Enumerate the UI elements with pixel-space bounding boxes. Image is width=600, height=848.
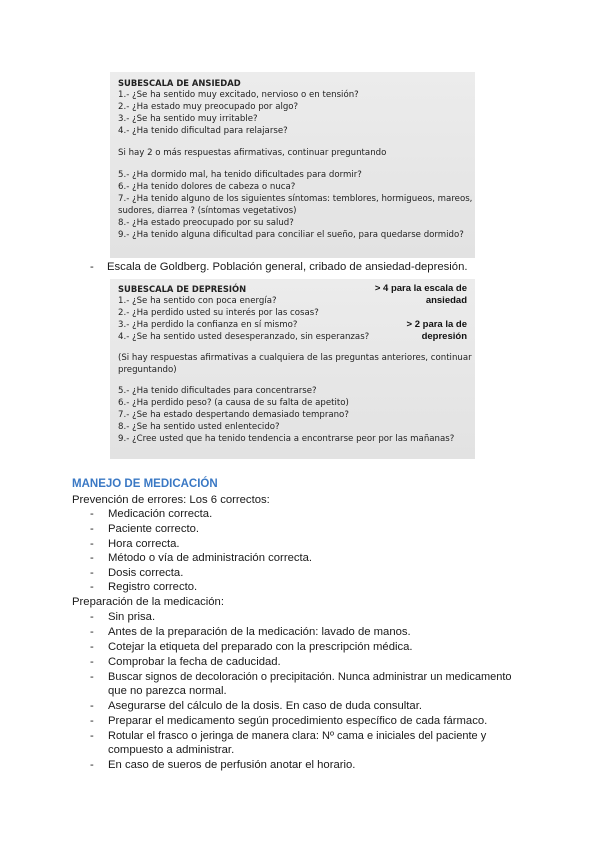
depression-subscale-box [110, 279, 475, 459]
anxiety-question-5: 5.- ¿Ha dormido mal, ha tenido dificultades para dormir? [118, 170, 362, 180]
bullet-dash: - [90, 261, 94, 273]
anxiety-subscale-box [110, 72, 475, 258]
depression-note-cont: preguntando) [118, 365, 177, 375]
depression-question-2: 2.- ¿Ha perdido usted su interés por las cosas? [118, 308, 319, 318]
prep-item: Comprobar la fecha de caducidad. [108, 656, 281, 668]
goldberg-scale-text: Escala de Goldberg. Población general, cribado de ansiedad-depresión. [107, 261, 468, 273]
section-title: MANEJO DE MEDICACIÓN [72, 478, 218, 490]
anxiety-threshold-label-cont: ansiedad [425, 295, 467, 306]
bullet-dash: - [90, 581, 94, 593]
depression-question-8: 8.- ¿Se ha sentido usted enlentecido? [118, 422, 280, 432]
bullet-dash: - [90, 538, 94, 550]
prep-item: Buscar signos de decoloración o precipitación. Nunca administrar un medicamento [108, 671, 512, 683]
prep-item: Cotejar la etiqueta del preparado con la prescripción médica. [108, 641, 413, 653]
depression-question-5: 5.- ¿Ha tenido dificultades para concentrarse? [118, 386, 317, 396]
prep-item: Rotular el frasco o jeringa de manera clara: Nº cama e iniciales del paciente y [108, 730, 487, 742]
anxiety-question-8: 8.- ¿Ha estado preocupado por su salud? [118, 218, 294, 228]
errors-item: Medicación correcta. [108, 508, 213, 520]
depression-question-9: 9.- ¿Cree usted que ha tenido tendencia a encontrarse peor por las mañanas? [118, 434, 455, 444]
anxiety-question-2: 2.- ¿Ha estado muy preocupado por algo? [118, 102, 299, 112]
anxiety-question-4: 4.- ¿Ha tenido dificultad para relajarse? [118, 126, 288, 136]
anxiety-question-3: 3.- ¿Se ha sentido muy irritable? [118, 114, 258, 124]
anxiety-note: Si hay 2 o más respuestas afirmativas, continuar preguntando [118, 148, 387, 158]
anxiety-question-1: 1.- ¿Se ha sentido muy excitado, nervioso o en tensión? [118, 90, 359, 100]
bullet-dash: - [90, 715, 94, 727]
depression-note: (Si hay respuestas afirmativas a cualquiera de las preguntas anteriores, continuar [118, 353, 472, 363]
bullet-dash: - [90, 759, 94, 771]
bullet-dash: - [90, 611, 94, 623]
depression-threshold-label-cont: depresión [421, 331, 467, 342]
depression-question-1: 1.- ¿Se ha sentido con poca energía? [118, 296, 277, 306]
prep-item: Antes de la preparación de la medicación: lavado de manos. [108, 626, 411, 638]
anxiety-subscale-title: SUBESCALA DE ANSIEDAD [118, 78, 241, 88]
depression-question-3: 3.- ¿Ha perdido la confianza en sí mismo? [118, 320, 298, 330]
prep-item: Preparar el medicamento según procedimiento específico de cada fármaco. [108, 715, 488, 727]
depression-question-7: 7.- ¿Se ha estado despertando demasiado temprano? [118, 410, 349, 420]
prep-item-cont: que no parezca normal. [108, 685, 227, 697]
bullet-dash: - [90, 626, 94, 638]
bullet-dash: - [90, 656, 94, 668]
bullet-dash: - [90, 523, 94, 535]
errors-intro: Prevención de errores: Los 6 correctos: [72, 494, 270, 506]
anxiety-threshold-label: > 4 para la escala de [374, 283, 467, 294]
errors-item: Hora correcta. [108, 538, 180, 550]
depression-threshold-label: > 2 para la de [406, 319, 467, 330]
bullet-dash: - [90, 641, 94, 653]
errors-item: Paciente correcto. [108, 523, 200, 535]
errors-item: Registro correcto. [108, 581, 198, 593]
anxiety-question-9: 9.- ¿Ha tenido alguna dificultad para conciliar el sueño, para quedarse dormido? [118, 230, 464, 240]
errors-item: Método o vía de administración correcta. [108, 552, 313, 564]
errors-item: Dosis correcta. [108, 567, 184, 579]
prep-item: Sin prisa. [108, 611, 156, 623]
bullet-dash: - [90, 730, 94, 742]
bullet-dash: - [90, 700, 94, 712]
anxiety-question-6: 6.- ¿Ha tenido dolores de cabeza o nuca? [118, 182, 296, 192]
bullet-dash: - [90, 567, 94, 579]
prep-item: Asegurarse del cálculo de la dosis. En caso de duda consultar. [108, 700, 422, 712]
prep-item: En caso de sueros de perfusión anotar el horario. [108, 759, 356, 771]
prep-item-cont: compuesto a administrar. [108, 744, 235, 756]
bullet-dash: - [90, 508, 94, 520]
depression-subscale-title: SUBESCALA DE DEPRESIÓN [118, 284, 247, 294]
anxiety-question-7: 7.- ¿Ha tenido alguno de los siguientes síntomas: temblores, hormigueos, mareos, [118, 194, 473, 204]
bullet-dash: - [90, 552, 94, 564]
anxiety-question-7-cont: sudores, diarrea ? (síntomas vegetativos) [118, 206, 297, 216]
prep-intro: Preparación de la medicación: [72, 596, 224, 608]
depression-question-4: 4.- ¿Se ha sentido usted desesperanzado, sin esperanzas? [118, 332, 370, 342]
bullet-dash: - [90, 671, 94, 683]
depression-question-6: 6.- ¿Ha perdido peso? (a causa de su falta de apetito) [118, 398, 349, 408]
